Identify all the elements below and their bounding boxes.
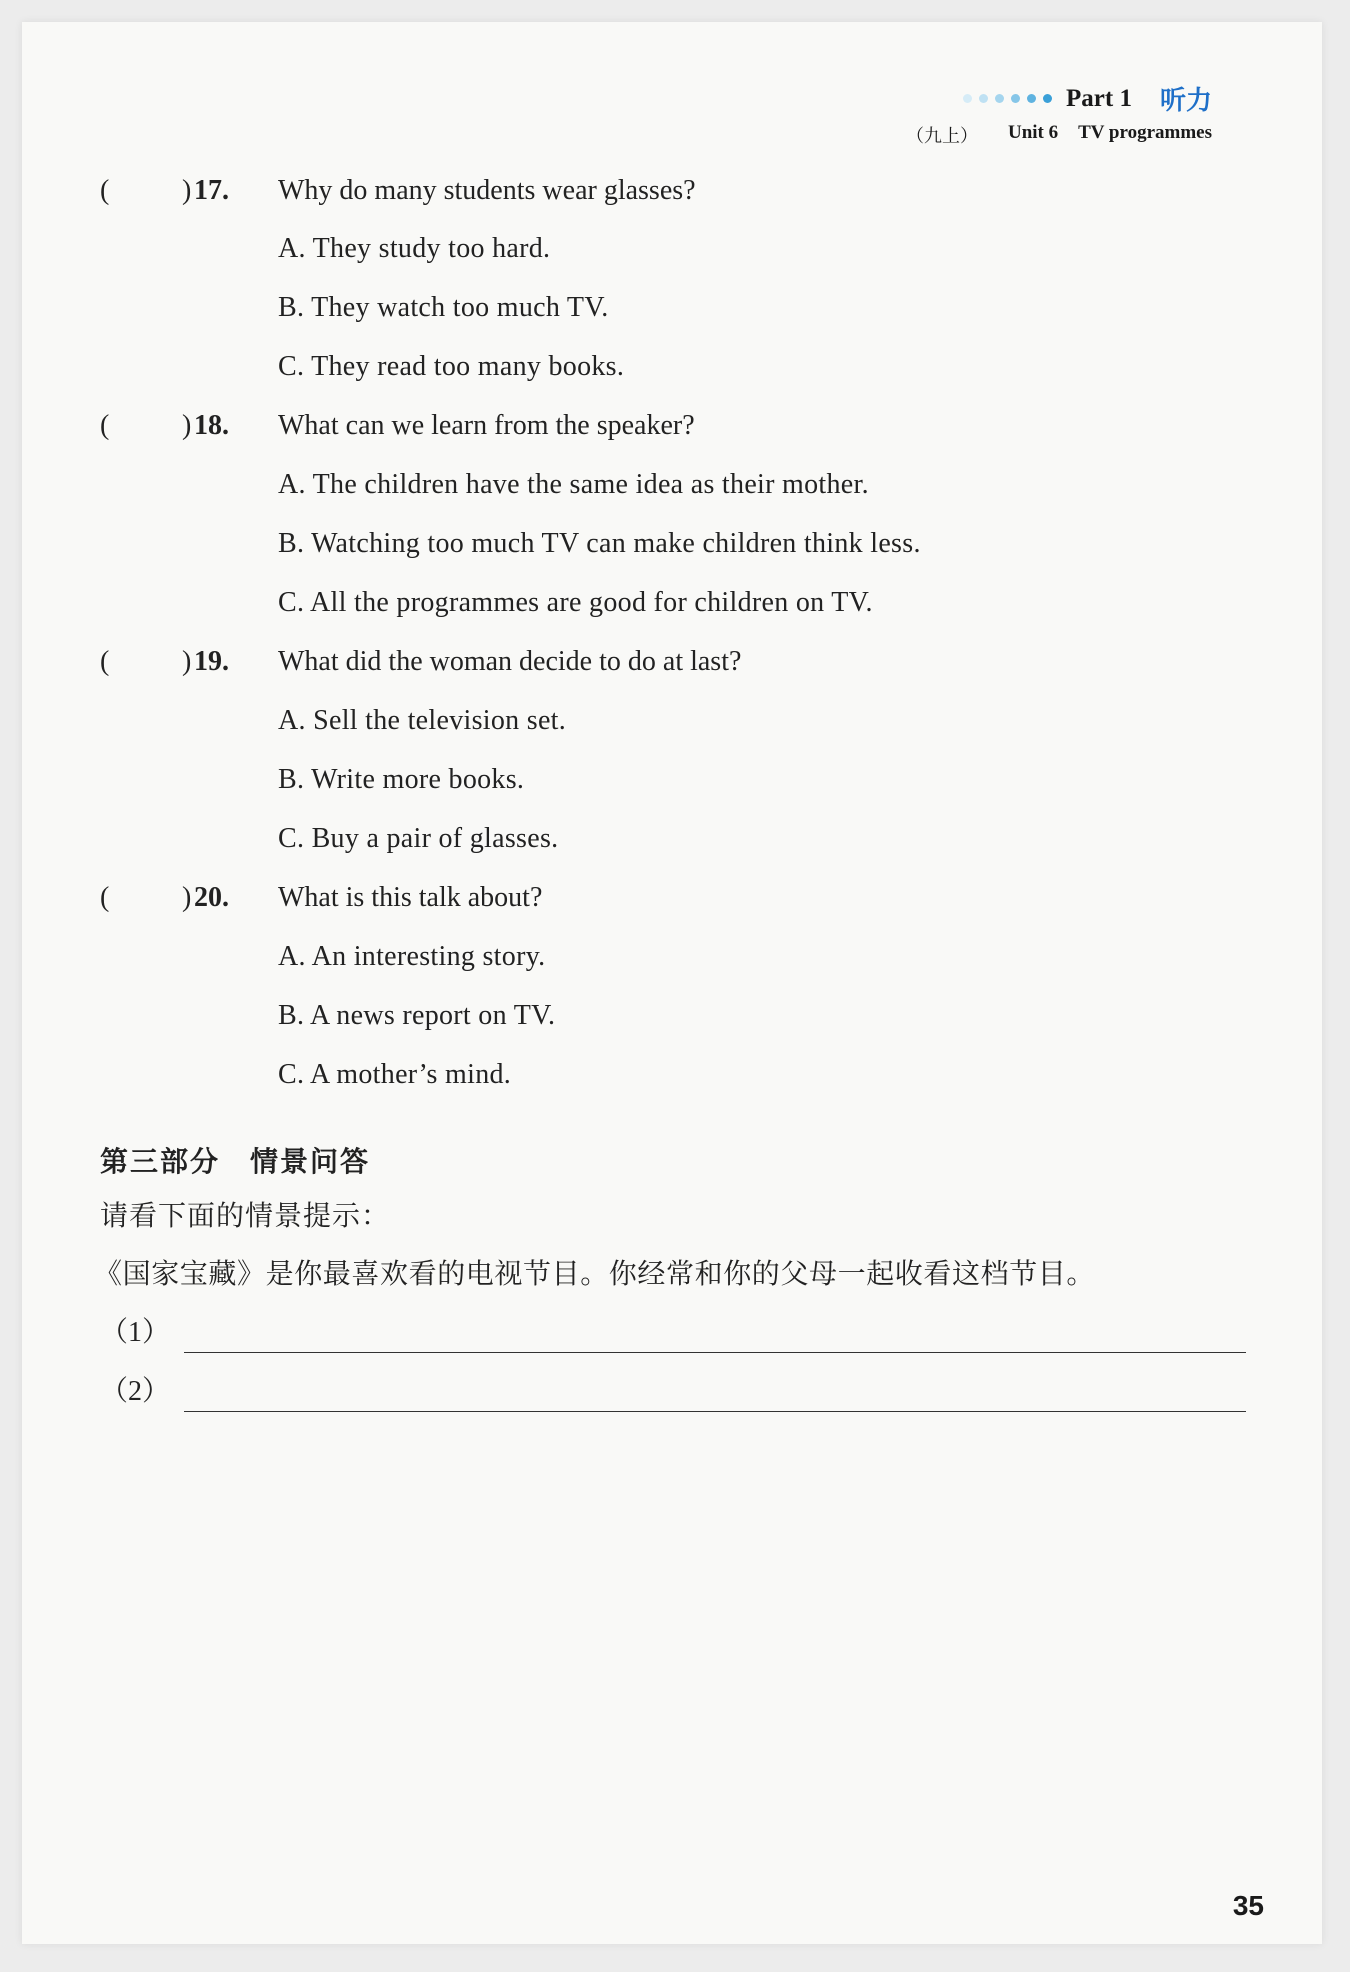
dot-icon <box>1027 94 1036 103</box>
decorative-dots <box>963 94 1052 103</box>
option-b: B. Watching too much TV can make children think less. <box>278 528 921 559</box>
dot-icon <box>995 94 1004 103</box>
question-number: 18. <box>194 410 229 441</box>
answer-blank-close: ) <box>182 410 192 441</box>
answer-blank-close: ) <box>182 175 192 206</box>
option-b: B. Write more books. <box>278 764 525 795</box>
question-text: What can we learn from the speaker? <box>278 410 695 441</box>
option-c: C. All the programmes are good for children on TV. <box>278 587 873 618</box>
question-number: 20. <box>194 882 229 913</box>
dot-icon <box>1043 94 1052 103</box>
answer-blank-open[interactable]: ( <box>100 175 110 206</box>
option-b: B. A news report on TV. <box>278 1000 556 1031</box>
section-part: 第三部分 <box>100 1145 221 1178</box>
answer-blank-open[interactable]: ( <box>100 410 110 441</box>
question-number: 19. <box>194 646 229 677</box>
option-a: A. An interesting story. <box>278 941 546 972</box>
workbook-page <box>22 22 1322 1944</box>
unit-title: TV programmes <box>1078 122 1212 143</box>
page-header <box>963 80 1212 117</box>
page-number: 35 <box>1232 1890 1264 1921</box>
grade-label: （九上） <box>905 126 978 147</box>
section-title <box>100 1140 370 1180</box>
unit-header <box>906 122 1212 148</box>
dot-icon <box>1011 94 1020 103</box>
answer-label-2: （2） <box>100 1376 171 1407</box>
part-label: Part 1 <box>1066 84 1132 112</box>
option-a: A. They study too hard. <box>278 233 551 264</box>
option-c: C. Buy a pair of glasses. <box>278 823 559 854</box>
option-b: B. They watch too much TV. <box>278 292 609 323</box>
answer-line-2[interactable] <box>184 1381 1246 1412</box>
answer-blank-close: ) <box>182 882 192 913</box>
option-c: C. They read too many books. <box>278 351 625 382</box>
section-name: 情景问答 <box>250 1145 371 1178</box>
answer-blank-close: ) <box>182 646 192 677</box>
option-a: A. The children have the same idea as their mother. <box>278 469 869 500</box>
answer-line-1[interactable] <box>184 1322 1246 1353</box>
answer-blank-open[interactable]: ( <box>100 882 110 913</box>
section-label: 听力 <box>1159 86 1212 116</box>
option-c: C. A mother’s mind. <box>278 1059 512 1090</box>
unit-label: Unit 6 <box>1007 122 1059 143</box>
answer-blank-open[interactable]: ( <box>100 646 110 677</box>
dot-icon <box>963 94 972 103</box>
question-number: 17. <box>194 175 229 206</box>
question-text: Why do many students wear glasses? <box>278 175 696 206</box>
prompt-text: 《国家宝藏》是你最喜欢看的电视节目。你经常和你的父母一起收看这档节目。 <box>94 1257 1096 1290</box>
question-text: What did the woman decide to do at last? <box>278 646 742 677</box>
dot-icon <box>979 94 988 103</box>
question-text: What is this talk about? <box>278 882 543 913</box>
option-a: A. Sell the television set. <box>278 705 567 736</box>
answer-label-1: （1） <box>100 1317 171 1348</box>
prompt-label: 请看下面的情景提示： <box>100 1199 391 1232</box>
